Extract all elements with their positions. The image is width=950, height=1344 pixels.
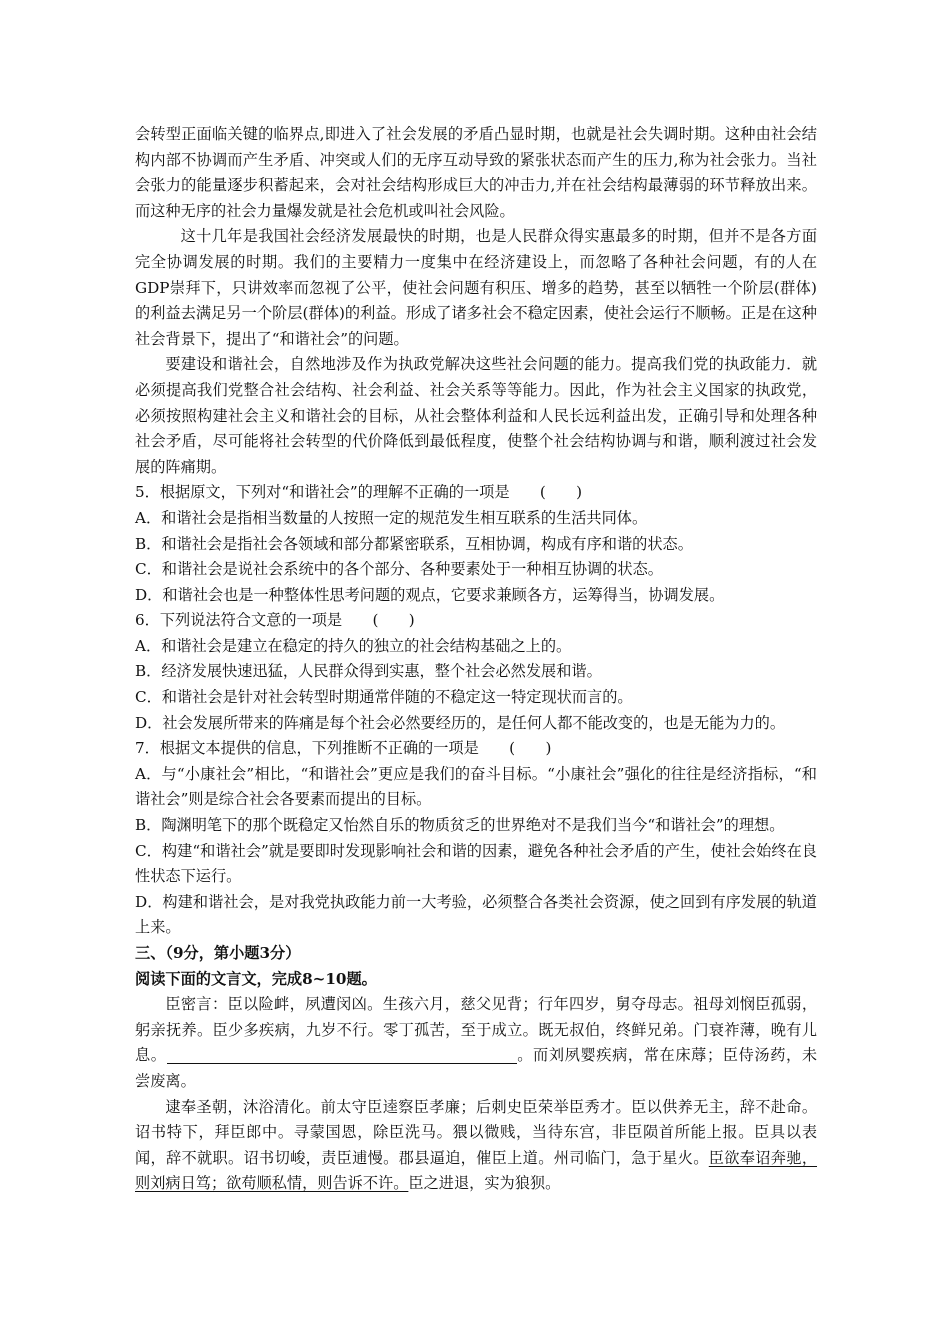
classical-text-end: 臣之进退，实为狼狈。 bbox=[408, 1174, 561, 1193]
question-7-option-b: B．陶渊明笔下的那个既稳定又怡然自乐的物质贫乏的世界绝对不是我们当今“和谐社会”的理想。 bbox=[135, 816, 785, 835]
question-5-option-b: B．和谐社会是指社会各领域和部分都紧密联系，互相协调，构成有序和谐的状态。 bbox=[135, 534, 693, 553]
passage-paragraph-1: 会转型正面临关键的临界点,即进入了社会发展的矛盾凸显时期，也就是社会失调时期。这种由社会结构内部不协调而产生矛盾、冲突或人们的无序互动导致的紧张状态而产生的压力,称为社会张力。当社会张力的能量逐步积蓄起来，会对社会结构形成巨大的冲击力,并在社会结构最薄弱的环节释放出来。而这种无序的社会力量爆发就是社会危机或叫社会风险。 bbox=[135, 125, 817, 220]
section-3-heading: 三、（9分，第小题3分） bbox=[135, 944, 301, 962]
exam-page bbox=[135, 122, 817, 1197]
classical-paragraph-2 bbox=[135, 1095, 817, 1197]
section-3-instruction: 阅读下面的文言文，完成8~10题。 bbox=[135, 969, 377, 988]
classical-text-main: 逮奉圣朝，沐浴清化。前太守臣逵察臣孝廉；后刺史臣荣举臣秀才。臣以供养无主，辞不赴命。诏书特下，拜臣郎中。寻蒙国恩，除臣洗马。猥以微贱，当待东宫，非臣陨首所能上报。臣具以表闻，辞不就职。诏书切峻，责臣逋慢。郡县逼迫，催臣上道。州司临门，急于星火。 bbox=[135, 1097, 817, 1167]
question-6-option-a: A．和谐社会是建立在稳定的持久的独立的社会结构基础之上的。 bbox=[135, 636, 572, 655]
question-6-option-b: B．经济发展快速迅猛，人民群众得到实惠，整个社会必然发展和谐。 bbox=[135, 662, 602, 681]
passage-paragraph-3: 要建设和谐社会，自然地涉及作为执政党解决这些社会问题的能力。提高我们党的执政能力．就必须提高我们党整合社会结构、社会利益、社会关系等等能力。因此，作为社会主义国家的执政党，必须按照构建社会主义和谐社会的目标，从社会整体利益和人民长远利益出发，正确引导和处理各种社会矛盾，尽可能将社会转型的代价降低到最低程度，使整个社会结构协调与和谐，顺利渡过社会发展的阵痛期。 bbox=[135, 355, 817, 476]
classical-text-after-blank: 。而刘夙婴疾病，常在床蓐；臣侍汤药，未尝废离。 bbox=[135, 1046, 818, 1090]
passage-paragraph-2: 这十几年是我国社会经济发展最快的时期，也是人民群众得实惠最多的时期，但并不是各方面完全协调发展的时期。我们的主要精力一度集中在经济建设上，而忽略了各种社会问题，有的人在GDP崇拜下，只讲效率而忽视了公平，使社会问题有积压、增多的趋势，甚至以牺牲一个阶层(群体)的利益去满足另一个阶层(群体)的利益。形成了诸多社会不稳定因素，使社会运行不顺畅。正是在这种社会背景下，提出了“和谐社会”的问题。 bbox=[135, 227, 817, 348]
question-6-stem: 6．下列说法符合文意的一项是 ( ) bbox=[135, 611, 415, 630]
underlined-sentence: 臣欲奉诏奔驰，则刘病日笃；欲苟顺私情，则告诉不许。 bbox=[135, 1148, 818, 1193]
question-6-option-c: C．和谐社会是针对社会转型时期通常伴随的不稳定这一特定现状而言的。 bbox=[135, 688, 633, 707]
classical-paragraph-1 bbox=[135, 992, 817, 1094]
question-7-option-a: A．与“小康社会”相比，“和谐社会”更应是我们的奋斗目标。“小康社会”强化的往往是经济指标，“和谐社会”则是综合社会各要素而提出的目标。 bbox=[135, 764, 817, 809]
classical-text-before-blank: 臣密言：臣以险衅，夙遭闵凶。生孩六月，慈父见背；行年四岁，舅夺母志。祖母刘悯臣孤弱，躬亲抚养。臣少多疾病，九岁不行。零丁孤苦，至于成立。既无叔伯，终鲜兄弟。门衰祚薄，晚有儿息。 bbox=[135, 995, 817, 1065]
question-7-option-c: C．构建“和谐社会”就是要即时发现影响社会和谐的因素，避免各种社会矛盾的产生，使社会始终在良性状态下运行。 bbox=[135, 841, 817, 886]
question-7-option-d: D．构建和谐社会，是对我党执政能力前一大考验，必须整合各类社会资源，使之回到有序发展的轨道上来。 bbox=[135, 892, 817, 937]
question-5-option-d: D．和谐社会也是一种整体性思考问题的观点，它要求兼顾各方，运筹得当，协调发展。 bbox=[135, 585, 725, 604]
fill-in-blank-line bbox=[167, 1045, 517, 1064]
question-6-option-d: D．社会发展所带来的阵痛是每个社会必然要经历的，是任何人都不能改变的，也是无能为力的。 bbox=[135, 713, 786, 732]
question-5-option-c: C．和谐社会是说社会系统中的各个部分、各种要素处于一种相互协调的状态。 bbox=[135, 560, 663, 579]
question-5-stem: 5．根据原文，下列对“和谐社会”的理解不正确的一项是 ( ) bbox=[135, 483, 583, 502]
question-7-stem: 7．根据文本提供的信息，下列推断不正确的一项是 ( ) bbox=[135, 739, 552, 758]
question-5-option-a: A．和谐社会是指相当数量的人按照一定的规范发生相互联系的生活共同体。 bbox=[135, 508, 648, 527]
